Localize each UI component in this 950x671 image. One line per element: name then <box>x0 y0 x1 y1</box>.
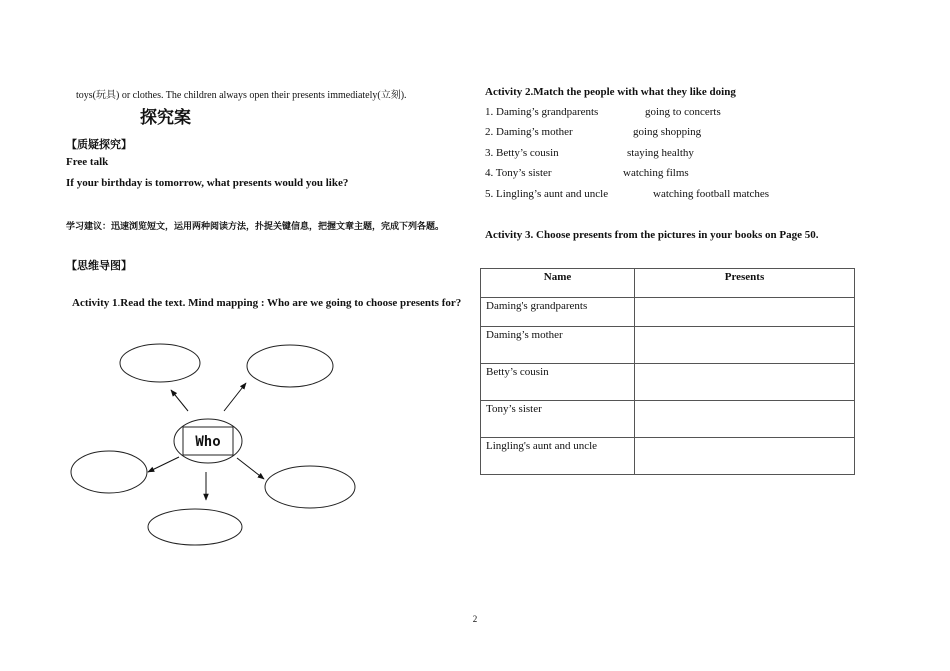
table-row <box>481 298 855 327</box>
intro-line: toys(玩具) or clothes. The children always open their presents immediately(立刻). <box>76 90 407 101</box>
match-person-2: 2. Daming’s mother <box>485 126 573 138</box>
activity1-dot: . <box>117 297 121 309</box>
present-cell[interactable] <box>635 327 855 364</box>
table-row <box>481 401 855 438</box>
table-header-row <box>481 269 855 298</box>
table-row <box>481 327 855 364</box>
activity3-title: Activity 3. Choose presents from the pictures in your books on Page 50. <box>485 229 819 241</box>
free-talk-label: Free talk <box>66 156 109 168</box>
header-name: Name <box>481 269 635 298</box>
match-activity-2: going shopping <box>633 126 702 138</box>
arrow-top-left <box>171 390 188 411</box>
question-heading: 【质疑探究】 <box>66 138 132 151</box>
activity1-prefix: Activity 1 <box>72 297 118 309</box>
mindmap-bubble-left[interactable] <box>71 451 147 493</box>
mindmap-bubble-top-left[interactable] <box>120 344 200 382</box>
match-activity-4: watching films <box>623 167 689 179</box>
presents-table <box>480 268 855 475</box>
birthday-question: If your birthday is tomorrow, what presents would you like? <box>66 177 349 189</box>
match-person-1: 1. Daming’s grandparents <box>485 106 599 118</box>
present-cell[interactable] <box>635 401 855 438</box>
activity1-text: Read the text. Mind mapping : Who are we going to choose presents for? <box>120 297 462 309</box>
mindmap-bubble-right[interactable] <box>265 466 355 508</box>
mindmap-bubble-top-right[interactable] <box>247 345 333 387</box>
name-cell: Lingling's aunt and uncle <box>481 438 635 475</box>
match-person-5: 5. Lingling’s aunt and uncle <box>485 188 609 200</box>
match-activity-5: watching football matches <box>653 188 770 200</box>
match-activity-3: staying healthy <box>627 147 694 159</box>
header-presents: Presents <box>635 269 855 298</box>
mindmap-bubble-bottom[interactable] <box>148 509 242 545</box>
mindmap-heading: 【思维导图】 <box>66 259 132 272</box>
present-cell[interactable] <box>635 364 855 401</box>
activity2-title: Activity 2.Match the people with what they like doing <box>485 86 736 98</box>
page-number: 2 <box>472 614 478 624</box>
table-row <box>481 364 855 401</box>
study-tip: 学习建议：迅速浏览短文，运用两种阅读方法，扑捉关键信息，把握文章主题，完成下列各题。 <box>66 222 445 232</box>
match-person-3: 3. Betty’s cousin <box>485 147 559 159</box>
match-activity-1: going to concerts <box>645 106 721 118</box>
mindmap-center-label: Who <box>195 434 221 450</box>
arrow-right <box>237 458 264 479</box>
name-cell: Betty’s cousin <box>481 364 635 401</box>
arrow-top-right <box>224 383 246 411</box>
name-cell: Tony’s sister <box>481 401 635 438</box>
match-person-4: 4. Tony’s sister <box>485 167 552 179</box>
name-cell: Daming’s mother <box>481 327 635 364</box>
present-cell[interactable] <box>635 298 855 327</box>
name-cell: Daming's grandparents <box>481 298 635 327</box>
present-cell[interactable] <box>635 438 855 475</box>
section-title: 探究案 <box>140 108 191 128</box>
table-row <box>481 438 855 475</box>
arrow-left <box>148 457 179 472</box>
